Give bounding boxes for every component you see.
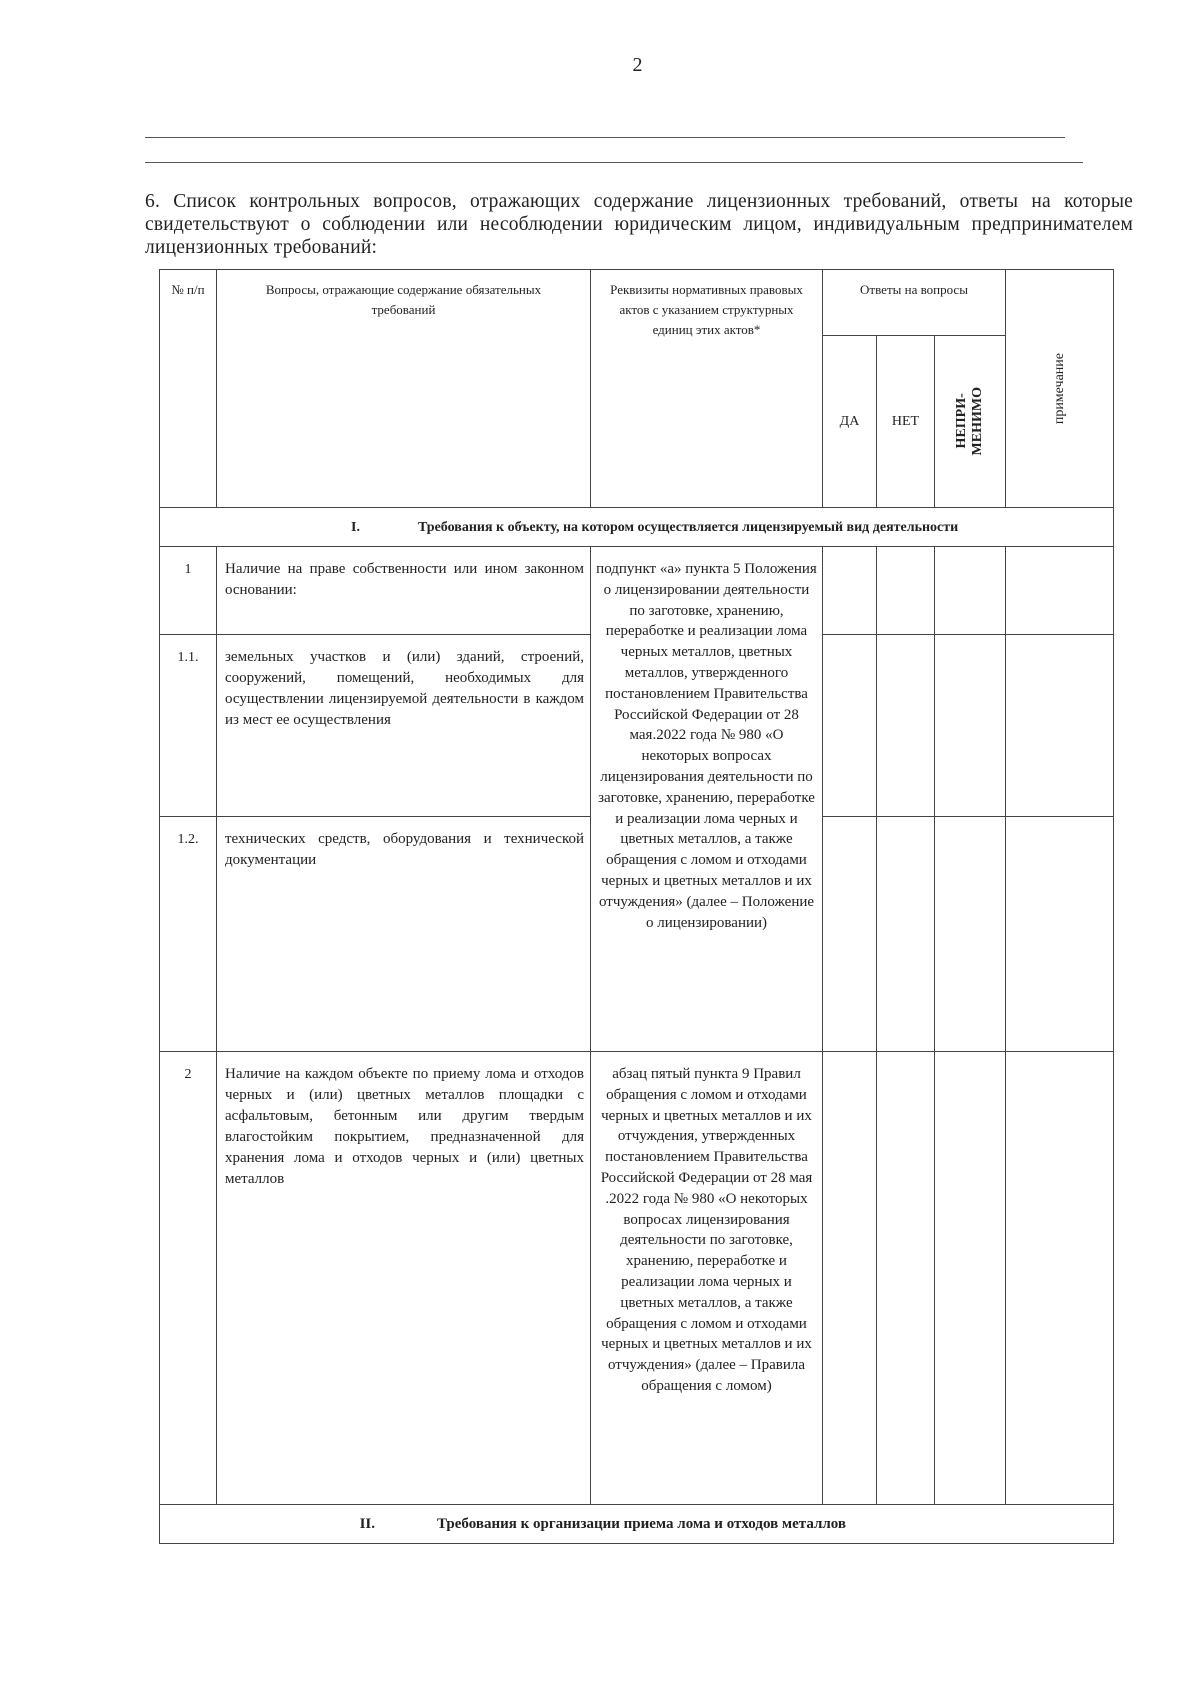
header-note-text: примечание bbox=[1052, 352, 1067, 425]
row-1-2-not-applicable[interactable] bbox=[935, 817, 1006, 1052]
row-1-2-no[interactable] bbox=[877, 817, 935, 1052]
section-2-title: Требования к организации приема лома и отходов металлов bbox=[437, 1515, 847, 1532]
header-questions-text: Вопросы, отражающие содержание обязательных требований bbox=[265, 282, 542, 317]
row-1-no[interactable] bbox=[877, 547, 935, 635]
header-questions bbox=[217, 270, 591, 508]
row-2-question: Наличие на каждом объекте по приему лома и отходов черных и (или) цветных металлов площадки с асфальтовым, бетонным или другим твердым влагостойким покрытием, предназначенной для хранения лома и отходов черных и (или) цветных металлов bbox=[217, 1052, 591, 1505]
section-1-title: Требования к объекту, на котором осуществляется лицензируемый вид деятельности bbox=[418, 519, 959, 535]
row-1-requisites: подпункт «а» пункта 5 Положения о лицензировании деятельности по заготовке, хранению, переработке и реализации лома черных металлов, цветных металлов, утвержденного постановлением Правительства Российской Федерации от 28 мая.2022 года № 980 «О некоторых вопросах лицензирования деятельности по заготовке, хранению, переработке и реализации лома черных и цветных металлов, а также обращения с ломом и отходами черных и цветных металлов и их отчуждения» (далее – Положение о лицензировании) bbox=[591, 547, 823, 1052]
section-2-row bbox=[160, 1505, 1114, 1544]
row-1-num: 1 bbox=[160, 547, 217, 635]
row-2-num: 2 bbox=[160, 1052, 217, 1505]
row-1-2-yes[interactable] bbox=[823, 817, 877, 1052]
row-1-1-note[interactable] bbox=[1006, 635, 1114, 817]
row-1-2-question: технических средств, оборудования и технической документации bbox=[217, 817, 591, 1052]
row-2-not-applicable[interactable] bbox=[935, 1052, 1006, 1505]
header-rule-bottom bbox=[145, 162, 1083, 163]
row-1-2-note[interactable] bbox=[1006, 817, 1114, 1052]
row-1-not-applicable[interactable] bbox=[935, 547, 1006, 635]
row-1-1-num: 1.1. bbox=[160, 635, 217, 817]
header-answers: Ответы на вопросы bbox=[823, 270, 1006, 336]
checklist-table bbox=[159, 269, 1114, 1544]
intro-paragraph: 6. Список контрольных вопросов, отражающих содержание лицензионных требований, ответы на которые свидетельствуют о соблюдении или несоблюдении юридическим лицом, индивидуальным предпринимателем лицензионных требований: bbox=[145, 191, 1133, 258]
row-1-1-not-applicable[interactable] bbox=[935, 635, 1006, 817]
row-1-1-yes[interactable] bbox=[823, 635, 877, 817]
row-2-requisites: абзац пятый пункта 9 Правил обращения с ломом и отходами черных и цветных металлов и их отчуждения, утвержденных постановлением Правительства Российской Федерации от 28 мая .2022 года № 980 «О некоторых вопросах лицензирования деятельности по заготовке, хранению, переработке и реализации лома черных и цветных металлов, а также обращения с ломом и отходами черных и цветных металлов и их отчуждения» (далее – Правила обращения с ломом) bbox=[591, 1052, 823, 1505]
row-1-yes[interactable] bbox=[823, 547, 877, 635]
row-2-note[interactable] bbox=[1006, 1052, 1114, 1505]
section-1-heading bbox=[160, 508, 1114, 547]
row-1-1-no[interactable] bbox=[877, 635, 935, 817]
header-num: № п/п bbox=[160, 270, 217, 508]
row-1-1-question: земельных участков и (или) зданий, строений, сооружений, помещений, необходимых для осуществлении лицензируемой деятельности в каждом из мест ее осуществления bbox=[217, 635, 591, 817]
row-1-question: Наличие на праве собственности или ином законном основании: bbox=[217, 547, 591, 635]
header-requisites bbox=[591, 270, 823, 508]
section-2-roman: II. bbox=[359, 1515, 375, 1532]
header-yes: ДА bbox=[823, 336, 877, 508]
header-no: НЕТ bbox=[877, 336, 935, 508]
row-2-no[interactable] bbox=[877, 1052, 935, 1505]
header-not-applicable bbox=[935, 336, 1006, 508]
row-1-note[interactable] bbox=[1006, 547, 1114, 635]
page-number: 2 bbox=[632, 54, 643, 76]
header-requisites-text: Реквизиты нормативных правовых актов с указанием структурных единиц этих актов* bbox=[610, 282, 803, 337]
row-1-2-num: 1.2. bbox=[160, 817, 217, 1052]
header-row-1 bbox=[160, 270, 1114, 336]
header-note bbox=[1006, 270, 1114, 508]
header-not-applicable-text: НЕПРИ- МЕНИМО bbox=[954, 387, 985, 456]
header-rule-top bbox=[145, 137, 1065, 138]
section-1-row bbox=[160, 508, 1114, 547]
section-2-heading bbox=[160, 1505, 1114, 1544]
table-row bbox=[160, 547, 1114, 635]
section-1-roman: I. bbox=[351, 519, 360, 535]
table-row bbox=[160, 1052, 1114, 1505]
row-2-yes[interactable] bbox=[823, 1052, 877, 1505]
